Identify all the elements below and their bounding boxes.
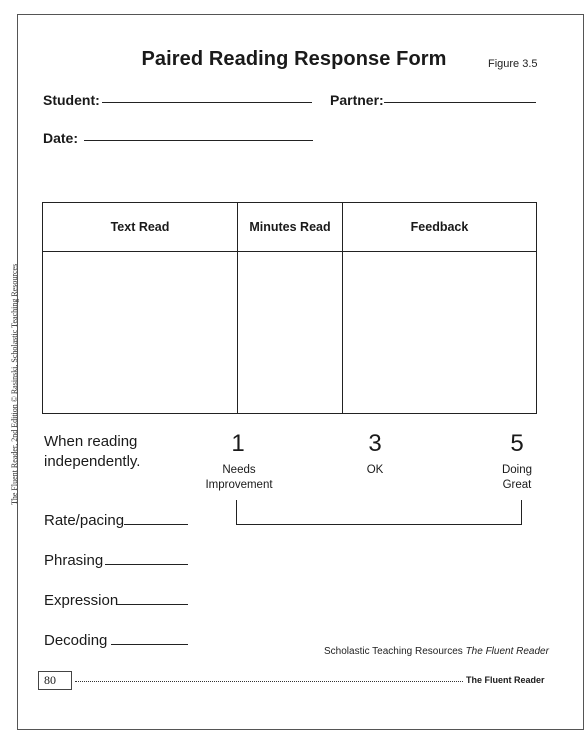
figure-label: Figure 3.5: [488, 58, 538, 70]
rating-label-rate-pacing: Rate/pacing: [44, 512, 125, 529]
date-line[interactable]: [84, 140, 313, 141]
rating-label-phrasing: Phrasing: [44, 552, 104, 569]
text-read-cell[interactable]: [43, 252, 238, 414]
minutes-read-cell[interactable]: [238, 252, 343, 414]
student-label: Student:: [43, 92, 100, 108]
rating-label-decoding: Decoding: [44, 632, 108, 649]
rating-line-phrasing[interactable]: [105, 564, 188, 565]
credit-book: The Fluent Reader: [465, 646, 549, 657]
rating-line-expression[interactable]: [117, 604, 188, 605]
running-title: The Fluent Reader: [466, 675, 545, 685]
column-header-feedback: Feedback: [343, 203, 537, 252]
scale-caption-1: [194, 463, 284, 493]
scale-bracket: [236, 500, 522, 525]
rating-label-expression: Expression: [44, 592, 119, 609]
scale-caption-5-line2: Great: [502, 479, 532, 491]
date-label: Date:: [43, 130, 79, 146]
partner-label: Partner:: [330, 92, 384, 108]
rating-line-decoding[interactable]: [111, 644, 188, 645]
dotted-leader: [75, 681, 463, 682]
student-line[interactable]: [102, 102, 312, 103]
side-copyright-note: The Fluent Reader, 2nd Edition © Rasinski, Scholastic Teaching Resources: [10, 263, 19, 505]
rating-line-rate-pacing[interactable]: [124, 524, 188, 525]
scale-prompt-line2: independently.: [44, 453, 141, 470]
scale-point-3: 3: [368, 430, 382, 457]
page-number: 80: [38, 671, 72, 690]
column-header-text-read: Text Read: [43, 203, 238, 252]
scale-point-5: 5: [510, 430, 524, 457]
table-header-row: [43, 203, 537, 252]
scale-point-1: 1: [231, 430, 245, 457]
credit-publisher: Scholastic Teaching Resources: [324, 646, 463, 657]
scale-caption-5-line1: Doing: [501, 464, 533, 476]
scale-prompt-line1: When reading: [44, 433, 138, 450]
feedback-cell[interactable]: [343, 252, 537, 414]
column-header-minutes-read: Minutes Read: [238, 203, 343, 252]
scale-caption-5: [489, 463, 545, 493]
scale-caption-1-line2: Improvement: [205, 479, 273, 491]
scale-caption-3-line1: OK: [366, 464, 384, 476]
scale-caption-1-line1: Needs: [222, 464, 256, 476]
scale-prompt: [44, 432, 184, 472]
table-row: [43, 252, 537, 414]
credit-line: [324, 646, 549, 657]
form-title: Paired Reading Response Form: [141, 48, 447, 70]
reading-table: [42, 202, 537, 414]
partner-line[interactable]: [384, 102, 536, 103]
scale-caption-3: [345, 463, 405, 478]
